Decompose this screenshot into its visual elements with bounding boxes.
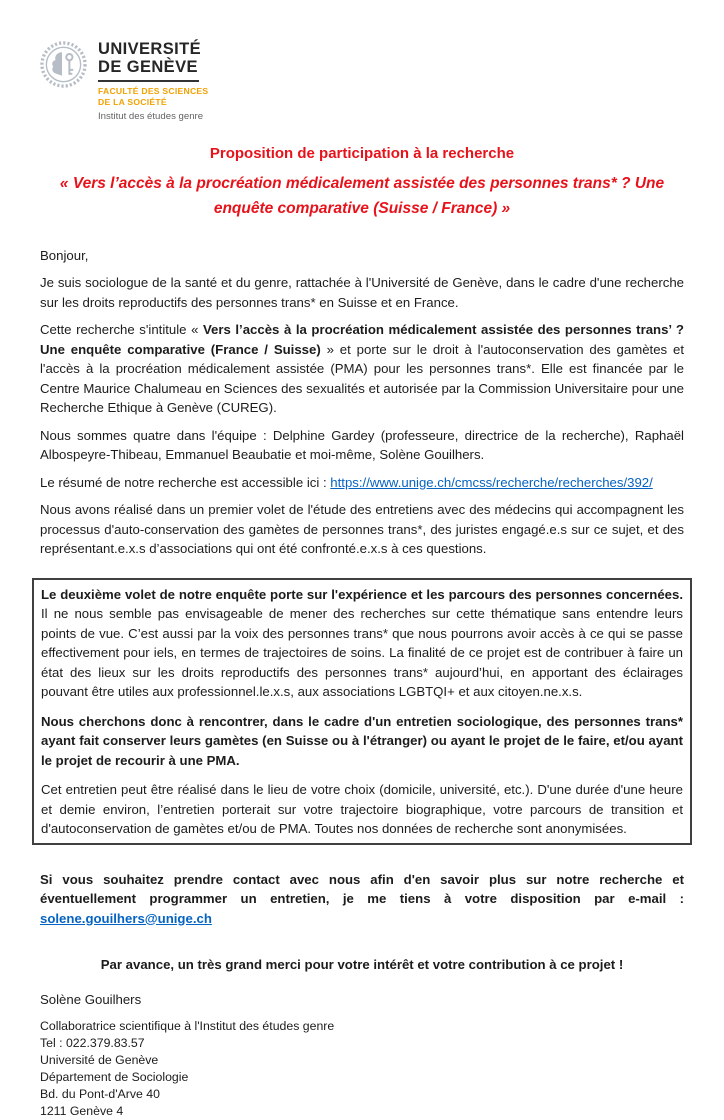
research-summary-link[interactable]: https://www.unige.ch/cmcss/recherche/recherches/392/ bbox=[330, 474, 653, 490]
paragraph-intro: Je suis sociologue de la santé et du genre, rattachée à l'Université de Genève, dans le cadre d'une recherche sur les droits reproductifs des personnes trans* en Suisse et en France. bbox=[40, 275, 684, 310]
contact-details-block bbox=[40, 1018, 684, 1120]
contact-invite-text: Si vous souhaitez prendre contact avec nous afin d'en savoir plus sur notre recherche et éventuellement programmer un entretien, je me tiens à votre disposition par e-mail : bbox=[40, 871, 684, 907]
faculty-name-line1: FACULTÉ DES SCIENCES bbox=[98, 86, 209, 97]
signature-name: Solène Gouilhers bbox=[40, 991, 142, 1007]
paragraph-team: Nous sommes quatre dans l'équipe : Delphine Gardey (professeure, directrice de la recherche), Raphaël Albospeyre-Thibeau, Emmanuel Beaubatie et moi-même, Solène Gouilhers. bbox=[40, 427, 684, 463]
greeting: Bonjour, bbox=[40, 247, 89, 263]
unige-logo bbox=[40, 40, 684, 122]
box-paragraph-interview-details: Cet entretien peut être réalisé dans le lieu de votre choix (domicile, université, etc.). D'une durée d'une heure et demie environ, l’entretien porterait sur votre trajectoire biographique, votre parcours de transition et d'autoconservation de gamètes et/ou de PMA. Toutes nos données de recherche sont anonymisées. bbox=[41, 782, 683, 837]
box-paragraph-second-phase bbox=[41, 585, 683, 702]
paragraph-first-phase: Nous avons réalisé dans un premier volet de l'étude des entretiens avec des médecins qui accompagnent les processus d'auto-conservation des gamètes de personnes trans*, des juristes engagé.e.s sur ce sujet, et des représentant.e.x.s d’associations qui ont été confronté.e.x.s à ces questions. bbox=[40, 502, 684, 557]
faculty-name-line2: DE LA SOCIÉTÉ bbox=[98, 97, 167, 108]
document-title: Proposition de participation à la recherche bbox=[209, 144, 515, 162]
contact-street: Bd. du Pont-d'Arve 40 bbox=[40, 1087, 160, 1102]
university-name-line2: DE GENÈVE bbox=[98, 58, 198, 77]
paragraph-summary-text: Le résumé de notre recherche est accessible ici : bbox=[40, 474, 331, 490]
logo-divider bbox=[98, 80, 199, 82]
paragraph-contact-invite bbox=[40, 870, 684, 929]
paragraph-research-title bbox=[40, 320, 684, 418]
document-body bbox=[40, 246, 684, 1120]
box-paragraph-second-phase-lead: Le deuxième volet de notre enquête porte sur l'expérience et les parcours des personnes concernées. bbox=[41, 586, 683, 602]
contact-city: 1211 Genève 4 bbox=[40, 1104, 124, 1119]
box-paragraph-second-phase-rest: Il ne nous semble pas envisageable de mener des recherches sur cette thématique sans entendre leurs points de vue. C’est aussi par la voix des personnes trans* que nous pourrons avoir accès à ce qui se passe effectivement pour iels, en termes de trajectoires de soins. La finalité de ce projet est de contribuer à faire un état des lieux sur les droits reproductifs des personnes trans* aujourd’hui, en apportant des éclairages pouvant être utiles aux professionnel.le.x.s, aux associations LGBTQI+ et aux citoyen.ne.x.s. bbox=[41, 606, 683, 700]
contact-university: Université de Genève bbox=[40, 1053, 159, 1068]
box-paragraph-recruitment bbox=[41, 712, 683, 771]
paragraph-research-intro: Cette recherche s'intitule « bbox=[40, 322, 203, 338]
university-name-line1: UNIVERSITÉ bbox=[98, 40, 202, 58]
institute-name: Institut des études genre bbox=[98, 110, 204, 122]
document-subtitle: « Vers l’accès à la procréation médicalement assistée des personnes trans* ? Une enquête comparative (Suisse / France) » bbox=[59, 174, 665, 217]
contact-department: Département de Sociologie bbox=[40, 1070, 189, 1085]
paragraph-research-rest: » et porte sur le droit à l'autoconservation des gamètes et l'accès à la procréation médicalement assistée (PMA) pour les personnes trans*. Elle est financée par le Centre Maurice Chalumeau en Sciences des sexualités et autorisée par la Commission Universitaire pour une Recherche Ethique à Genève (CUREG). bbox=[40, 341, 684, 416]
contact-role: Collaboratrice scientifique à l'Institut des études genre bbox=[40, 1019, 335, 1034]
box-paragraph-recruitment-bold: Nous cherchons donc à rencontrer, dans le cadre d'un entretien sociologique, des personnes trans* ayant fait conserver leurs gamètes (en Suisse ou à l'étranger) ou ayant le projet de le faire, et/ou ayant le projet de recourir à une PMA. bbox=[41, 713, 683, 768]
contact-phone: Tel : 022.379.83.57 bbox=[40, 1036, 145, 1051]
paragraph-research-bold-quote: Vers l’accès à la procréation médicalement assistée des personnes trans’ ? Une enquête comparative (France / Suisse) bbox=[40, 322, 684, 357]
thanks-line: Par avance, un très grand merci pour votre intérêt et votre contribution à ce projet ! bbox=[100, 957, 624, 973]
highlight-box bbox=[32, 578, 692, 845]
contact-email-link[interactable]: solene.gouilhers@unige.ch bbox=[40, 910, 212, 926]
paragraph-summary bbox=[40, 473, 684, 493]
unige-seal-icon bbox=[40, 41, 87, 88]
logo-text-block bbox=[98, 40, 208, 122]
